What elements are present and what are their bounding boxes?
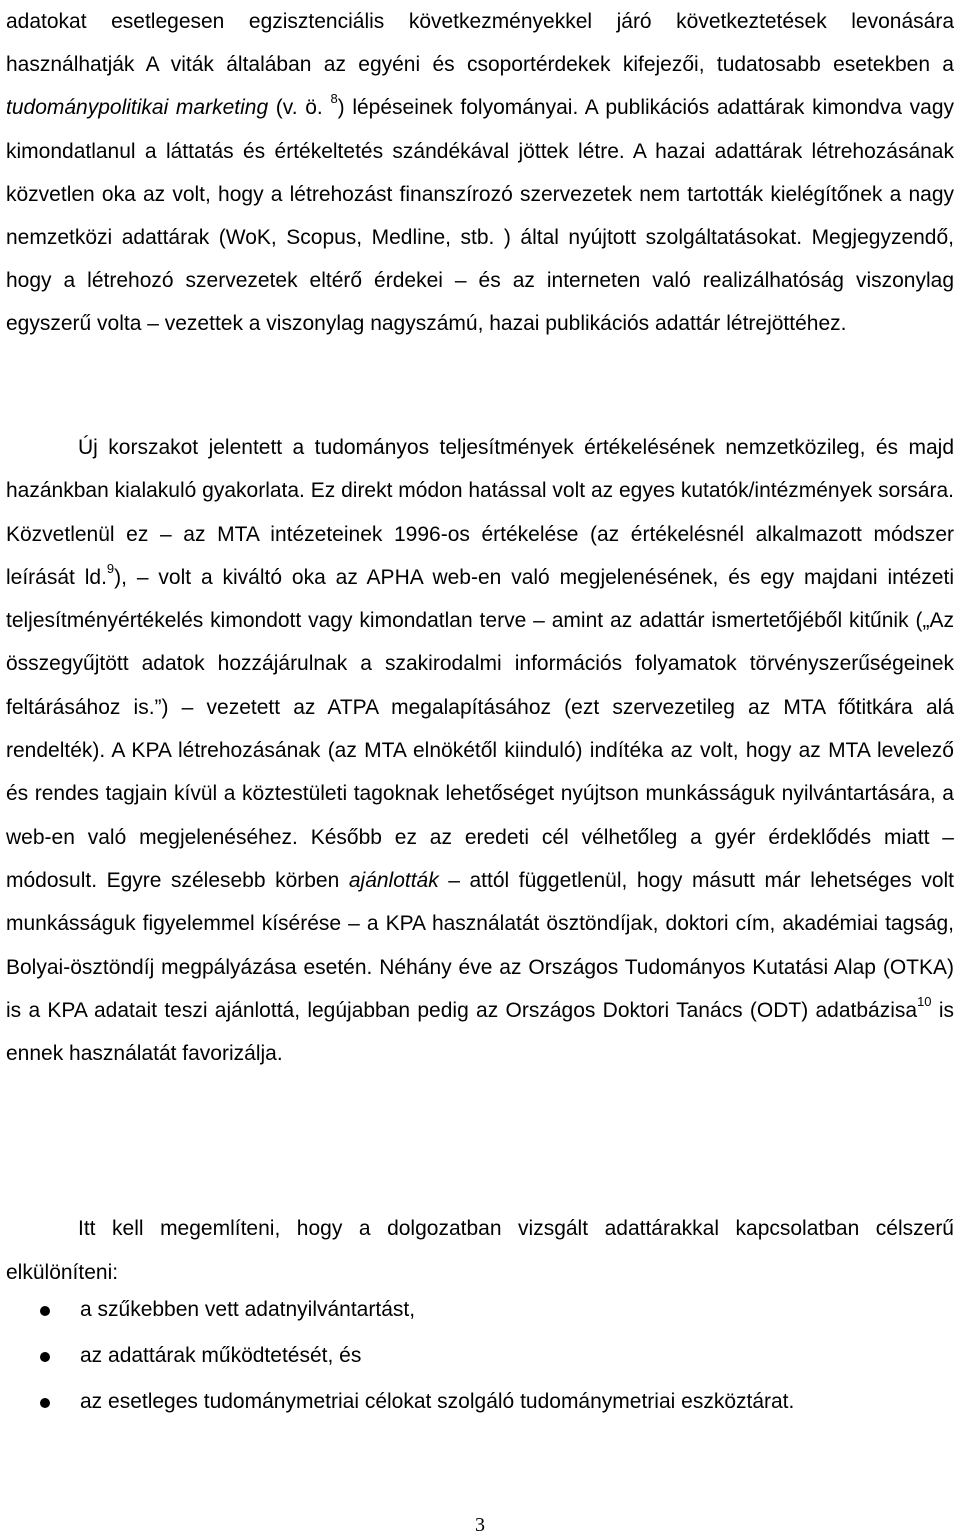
- p1-text-a: adatokat esetlegesen egzisztenciális következményekkel járó következtetések levonására használhatják A viták általában az egyéni és csoportérdekek kifejezői, tudatosabb esetekben a: [6, 10, 954, 77]
- p2-text-a: Új korszakot jelentett a tudományos teljesítmények értékelésének nemzetközileg, és majd hazánkban kialakuló gyakorlata. Ez direkt módon hatással volt az egyes kutatók/intézmények sorsára. Közvetlenül ez – az MTA intézeteinek 1996-os értékelése (az értékelésnél alkalmazott módszer leírását ld.: [6, 436, 954, 589]
- bullet-icon: [40, 1352, 50, 1362]
- footnote-ref-10[interactable]: 10: [917, 993, 932, 1009]
- p2-text-d: is ennek használatát favorizálja.: [6, 998, 954, 1066]
- list-item-text: az esetleges tudománymetriai célokat szolgáló tudománymetriai eszköztárat.: [80, 1390, 795, 1413]
- page-number: 3: [475, 1514, 485, 1536]
- p2-text-b: ), – volt a kiváltó oka az APHA web-en való megjelenésének, és egy majdani intézeti teljesítményértékelés kimondott vagy kimondatlan terve – amint az adattár ismertetőjéből kitűnik („Az összegyűjtött adatok hozzájárulnak a szakirodalmi információs folyamatok törvényszerűségeinek feltárásához is.”) – vezetett az ATPA megalapításához (ezt szervezetileg az MTA főtitkára alá rendelték). A KPA létrehozásának (az MTA elnökétől kiinduló) indítéka az volt, hogy az MTA levelező és rendes tagjain kívül a köztestületi tagoknak lehetőséget nyújtson munkásságuk nyilvántartására, a web-en való megjelenéséhez. Később ez az eredeti cél vélhetőleg a gyér érdeklődés miatt – módosult. Egyre szélesebb körben: [6, 565, 954, 892]
- list-item: [0, 1344, 960, 1390]
- bullet-list: [0, 1298, 960, 1436]
- list-item-text: az adattárak működtetését, és: [80, 1344, 362, 1367]
- paragraph-3: [6, 1207, 954, 1294]
- p2-italic-term: ajánlották: [348, 868, 439, 892]
- list-item: [0, 1298, 960, 1344]
- bullet-icon: [40, 1306, 50, 1316]
- footnote-ref-8[interactable]: 8: [330, 91, 338, 107]
- p2-text-c: – attól függetlenül, hogy másutt már lehetséges volt munkásságuk figyelemmel kísérése – a KPA használatát ösztöndíjak, doktori cím, akadémiai tagság, Bolyai-ösztöndíj megpályázása esetén. Néhány éve az Országos Tudományos Kutatási Alap (OTKA) is a KPA adatait teszi ajánlottá, legújabban pedig az Országos Doktori Tanács (ODT) adatbázisa: [6, 868, 955, 1022]
- bullet-icon: [40, 1398, 50, 1408]
- p3-text-a: Itt kell megemlíteni, hogy a dolgozatban vizsgált adattárakkal kapcsolatban célszerű elkülöníteni:: [6, 1217, 954, 1284]
- paragraph-1: [6, 0, 954, 346]
- p1-italic-term: tudománypolitikai marketing: [6, 96, 269, 120]
- paragraph-2: [6, 426, 954, 1075]
- list-item-text: a szűkebben vett adatnyilvántartást,: [80, 1298, 416, 1321]
- footnote-ref-9[interactable]: 9: [106, 560, 115, 576]
- p1-text-c: ) lépéseinek folyományai. A publikációs adattárak kimondva vagy kimondatlanul a láttatás és értékeltetés szándékával jöttek létre. A hazai adattárak létrehozásának közvetlen oka az volt, hogy a létrehozást finanszírozó szervezetek nem tartották kielégítőnek a nagy nemzetközi adattárak (WoK, Scopus, Medline, stb. ) által nyújtott szolgáltatásokat. Megjegyzendő, hogy a létrehozó szervezetek eltérő érdekei – és az interneten való realizálhatóság viszonylag egyszerű volta – vezettek a viszonylag nagyszámú, hazai publikációs adattár létrejöttéhez.: [6, 96, 955, 336]
- list-item: [0, 1390, 960, 1436]
- p1-text-b: (v. ö.: [268, 96, 331, 120]
